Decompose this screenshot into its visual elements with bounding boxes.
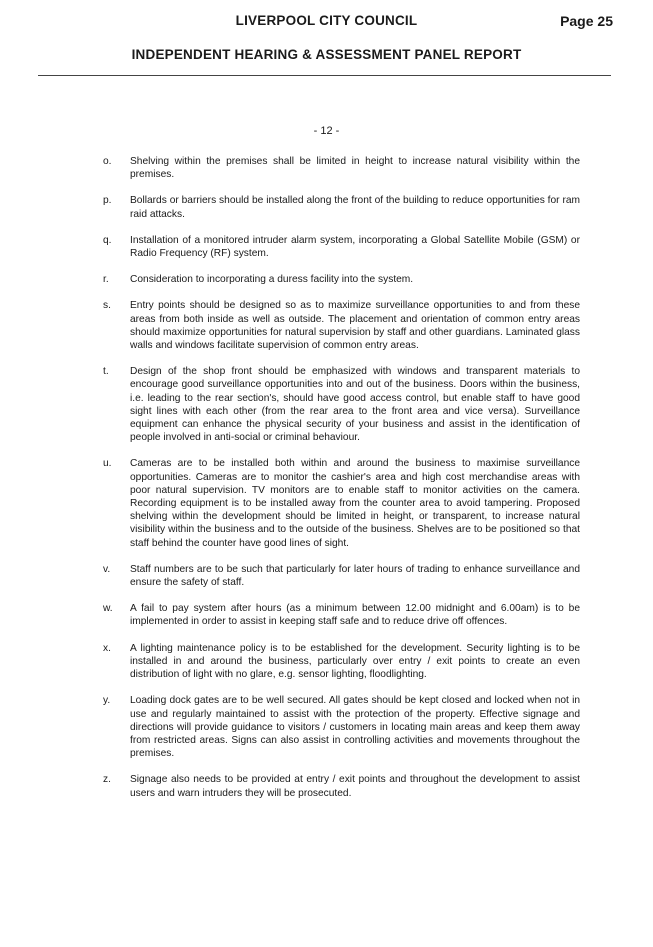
item-text: Cameras are to be installed both within and around the business to maximise surveillance opportunities. Cameras are to monitor the cashier's area and high cost merchandise areas with poor natural supervision. TV monitors are to enable staff to monitor activities on the camera. Recording equipment is to be installed away from the counter area to avoid tampering. Proposed shelving within the development should be limited in height, or transparent, to increase natural visibility within the business and to the outside of the business. Shelves are to be positioned so that staff behind the counter have good lines of sight. [130,458,580,549]
header-divider [38,75,611,76]
item-letter: u. [103,458,112,470]
list-item [0,365,653,444]
list-item [0,457,653,549]
item-text: A lighting maintenance policy is to be established for the development. Security lighting is to be installed in and around the business, particularly over entry / exit points to create an even distribution of light with no glare, e.g. sensor lighting, floodlighting. [130,642,580,681]
item-letter: o. [103,156,112,167]
item-letter: t. [103,366,109,378]
item-letter: w. [103,603,113,615]
list-item [0,273,653,286]
list-item [0,694,653,760]
list-item [0,773,653,799]
list-item [0,155,653,181]
list-item [0,563,653,589]
item-letter: y. [103,695,111,707]
item-letter: v. [103,563,111,575]
item-letter: p. [103,195,112,207]
list-item [0,234,653,260]
list-item [0,602,653,628]
item-text: Design of the shop front should be emphasized with windows and transparent materials to encourage good surveillance opportunities into and out of the business. Doors within the business, i.e. leading to the rear section's, should have good access control, but enable staff to have good sight lines with each other (from the rear area to the front area and vice versa). Surveillance equipment can enhance the physical security of your business and assist in the identification of people involved in anti-social or criminal behaviour. [130,366,580,444]
item-text: Entry points should be designed so as to maximize surveillance opportunities to and from these areas from both inside as well as outside. The placement and orientation of common entry areas should maximize opportunities for natural supervision by staff and other guardians. Laminated glass walls and windows facilitate supervision of common entry areas. [130,300,580,352]
item-text: Staff numbers are to be such that particularly for later hours of trading to enhance surveillance and ensure the safety of staff. [130,563,580,589]
item-letter: r. [103,274,109,286]
conditions-list [0,155,653,813]
item-text: Consideration to incorporating a duress facility into the system. [130,274,414,286]
item-text: Bollards or barriers should be installed along the front of the building to reduce opportunities for ram raid attacks. [130,195,580,220]
list-item [0,642,653,682]
item-letter: s. [103,300,111,312]
item-letter: q. [103,234,112,246]
header-subtitle: INDEPENDENT HEARING & ASSESSMENT PANEL REPORT [131,47,522,62]
header-title: LIVERPOOL CITY COUNCIL [235,13,418,28]
item-letter: z. [103,774,111,786]
item-text: Signage also needs to be provided at entry / exit points and throughout the development to assist users and warn intruders they will be prosecuted. [130,774,580,799]
inner-page-number: - 12 - [313,125,340,137]
item-letter: x. [103,642,111,654]
item-text: A fail to pay system after hours (as a minimum between 12.00 midnight and 6.00am) is to be implemented in order to assist in keeping staff safe and to reduce drive off offences. [130,603,580,628]
list-item [0,299,653,352]
item-text: Loading dock gates are to be well secured. All gates should be kept closed and locked when not in use and regularly maintained to assist with the protection of the property. Effective signage and directions will provide guidance to visitors / customers in locating main areas and keep them away from restricted areas. Signs can also assist in controlling activities and movements throughout the premises. [130,695,580,760]
list-item [0,194,653,220]
page-number: Page 25 [560,13,613,29]
item-text: Shelving within the premises shall be limited in height to increase natural visibility within the premises. [130,156,580,181]
item-text: Installation of a monitored intruder alarm system, incorporating a Global Satellite Mobile (GSM) or Radio Frequency (RF) system. [130,234,580,260]
